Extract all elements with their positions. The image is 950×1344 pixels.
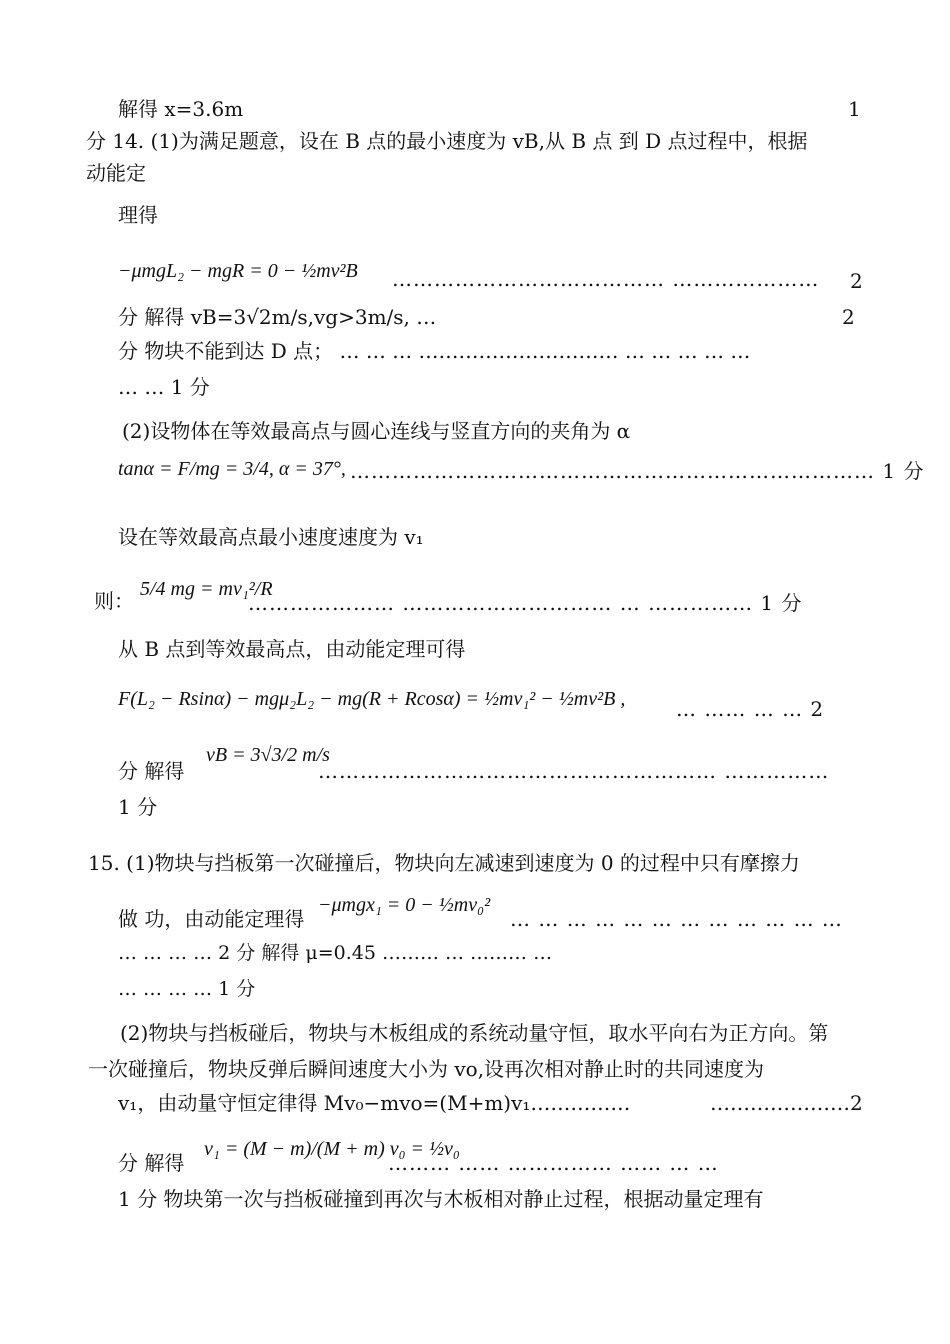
- text-line: … … 1 分: [118, 375, 210, 399]
- text-line: 动能定: [86, 161, 146, 185]
- score-mark: 2: [850, 269, 863, 293]
- text-line: 1 分: [118, 795, 158, 819]
- dot-leader: … …… … … 2: [676, 697, 825, 721]
- text-line: 分 物块不能到达 D 点； … … … ………………………… … … … … …: [118, 339, 751, 363]
- dot-leader: ………………… ………………………… … …………… 1 分: [248, 591, 803, 615]
- text-line: 做 功，由动能定理得: [118, 907, 305, 931]
- text-line: 分 14. (1)为满足题意，设在 B 点的最小速度为 vB,从 B 点 到 D 点过程中，根据: [86, 129, 808, 153]
- text-line: 则：: [94, 589, 134, 613]
- text-line: 解得 x=3.6m: [118, 97, 244, 121]
- text-line: 从 B 点到等效最高点，由动能定理可得: [118, 637, 466, 661]
- text-line: (2)物块与挡板碰后，物块与木板组成的系统动量守恒，取水平向右为正方向。第: [120, 1021, 829, 1045]
- dot-leader: ……… …… …………… …… … …: [388, 1151, 719, 1175]
- text-line: 设在等效最高点最小速度速度为 v₁: [118, 525, 424, 549]
- dot-leader: ………………………………………………… ……………: [318, 759, 830, 783]
- equation-energy-bd: −μmgL₂ − mgR = 0 − ½mv²B: [118, 260, 358, 282]
- dot-leader: ………………………………………………………………… 1 分: [350, 459, 925, 483]
- text-line: 分 解得: [118, 759, 185, 783]
- score-mark: 2: [842, 305, 855, 329]
- text-line: … … … … 1 分: [118, 978, 256, 1000]
- text-line: 1 分 物块第一次与挡板碰撞到再次与木板相对静止过程，根据动量定理有: [118, 1187, 764, 1211]
- dot-leader: … … … … … … … … … … … …: [510, 907, 843, 931]
- text-line: 一次碰撞后，物块反弹后瞬间速度大小为 vo,设再次相对静止时的共同速度为: [88, 1057, 765, 1081]
- text-line: 分 解得: [118, 1151, 185, 1175]
- text-line: … … … … 2 分 解得 μ=0.45 ……… … ……… …: [118, 942, 553, 964]
- score-mark: 1: [848, 97, 861, 121]
- dot-leader: …………………2: [710, 1091, 863, 1115]
- equation-vb-result: vB = 3√3/2 m/s: [206, 744, 330, 766]
- equation-friction-work: −μmgx₁ = 0 − ½mv₀²: [318, 894, 491, 916]
- text-line: 分 解得 vB=3√2m/s,vg>3m/s, …: [118, 305, 437, 329]
- dot-leader: ………………………………… …………………: [392, 267, 820, 291]
- text-line: 15. (1)物块与挡板第一次碰撞后，物块向左减速到速度为 0 的过程中只有摩擦力: [88, 851, 800, 875]
- equation-centripetal: 5/4 mg = mv₁²/R: [140, 578, 273, 600]
- equation-tan-alpha: tanα = F/mg = 3/4, α = 37°,: [118, 458, 346, 480]
- text-line: v₁，由动量守恒定律得 Mv₀−mvo=(M+m)v₁……………: [118, 1091, 631, 1115]
- equation-v1-result: v₁ = (M − m)/(M + m) v₀ = ½v₀: [204, 1138, 460, 1160]
- text-line: 理得: [118, 203, 158, 227]
- equation-energy-b-top: F(L₂ − Rsinα) − mgμ₂L₂ − mg(R + Rcosα) = ½mv₁² − ½mv²B ,: [118, 688, 626, 710]
- text-line: (2)设物体在等效最高点与圆心连线与竖直方向的夹角为 α: [122, 419, 631, 443]
